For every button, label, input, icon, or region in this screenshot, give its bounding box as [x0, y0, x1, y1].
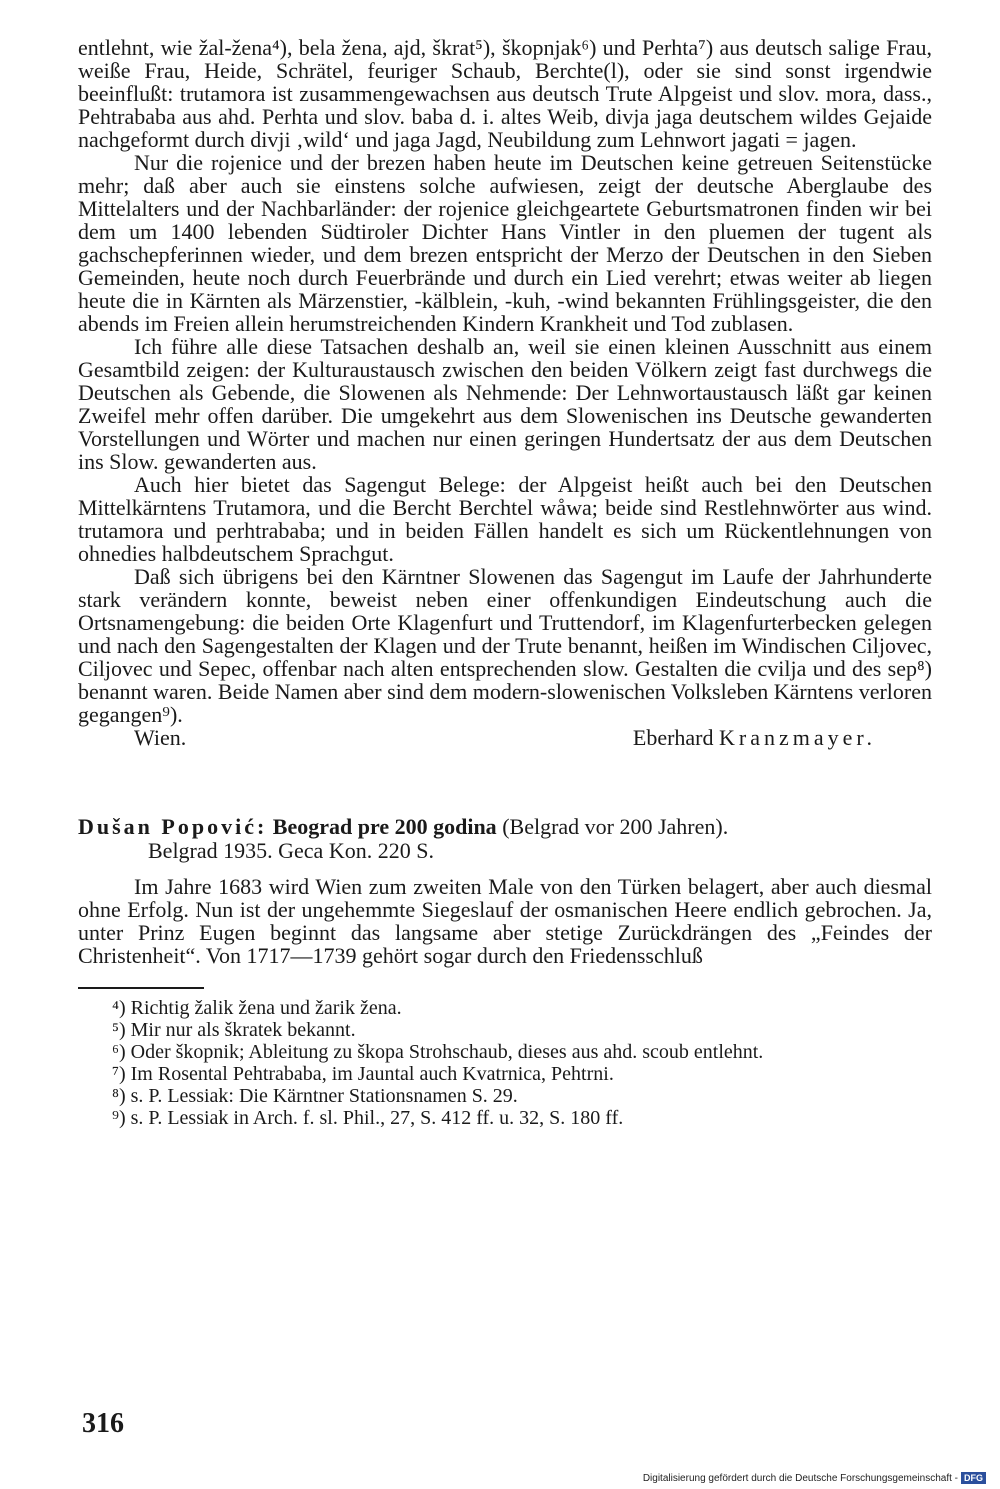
footnote-7: ⁷) Im Rosental Pehtrababa, im Jauntal auch Kvatrnica, Pehtrni. [112, 1063, 614, 1085]
footnote-8: ⁸) s. P. Lessiak: Die Kärntner Stationsnamen S. 29. [112, 1085, 518, 1107]
review-heading [78, 815, 932, 863]
digitization-footer [643, 1472, 986, 1484]
review-title-translation: (Belgrad vor 200 Jahren). [502, 814, 729, 839]
signature-author [633, 726, 876, 749]
signature-last-name: Kranzmayer. [719, 725, 876, 750]
paragraph-4: Auch hier bietet das Sagengut Belege: der Alpgeist heißt auch bei den Deutschen Mittelkärntens Trutamora, und die Bercht Berchtel wåwa; beide sind Restlehnwörter aus wind. trutamora und perhtrababa; und in beiden Fällen handelt es sich um Rückentlehnungen von ohnedies halbdeutschem Sprachgut. [78, 472, 932, 566]
page-number: 316 [82, 1408, 124, 1439]
footnote-5: ⁵) Mir nur als škratek bekannt. [112, 1019, 356, 1041]
footnote-rule [78, 987, 204, 989]
footnote-4: ⁴) Richtig žalik žena und žarik žena. [112, 997, 402, 1019]
footnotes [78, 997, 932, 1129]
signature-place: Wien. [134, 725, 187, 750]
paragraph-3: Ich führe alle diese Tatsachen deshalb an, weil sie einen kleinen Ausschnitt aus einem Gesamtbild zeigen: der Kulturaustausch zwischen den beiden Völkern zeigt fast durchwegs die Deutschen als Gebende, die Slowenen als Nehmende: Der Lehnwortaustausch läßt gar keinen Zweifel mehr offen darüber. Die umgekehrt aus dem Slowenischen ins Deutsche gewanderten Vorstellungen und Wörter und machen nur einen geringen Hundertsatz der aus dem Deutschen ins Slow. gewanderten aus. [78, 334, 932, 474]
review-book-title: Beograd pre 200 godina [272, 814, 497, 839]
dfg-logo: DFG [961, 1472, 986, 1484]
paragraph-2: Nur die rojenice und der brezen haben heute im Deutschen keine getreuen Seitenstücke mehr; daß aber auch sie einstens solche aufwiesen, zeigt der deutsche Aberglaube des Mittelalters und der Nachbarländer: der rojenice gleichgeartete Geburtsmatronen finden wir bei dem um 1400 lebenden Südtiroler Dichter Hans Vintler in den pluemen der tugent als gachschepferinnen wieder, und dem brezen entspricht der Merzo der Deutschen in den Sieben Gemeinden, heute noch durch Feuerbrände und durch ein Lied verehrt; etwas weiter ab liegen heute die in Kärnten als Märzenstier, -kälblein, -kuh, -wind bekannten Frühlingsgeister, die den abends im Freien allein herumstreichenden Kindern Krankheit und Tod zublasen. [78, 150, 932, 336]
document-page [78, 36, 932, 1129]
paragraph-1: entlehnt, wie žal-žena⁴), bela žena, ajd, škrat⁵), škopnjak⁶) und Perhta⁷) aus deutsch salige Frau, weiße Frau, Heide, Schrätel, feuriger Schaub, Berchte(l), oder sie sind sonst irgendwie beeinflußt: trutamora ist zusammengewachsen aus deutsch Trute Alpgeist und slov. mora, dass., Pehtrababa aus ahd. Perhta und slov. baba d. i. altes Weib, divja jaga deutschem wildes Gejaide nachgeformt durch divji ‚wild‘ und jaga Jagd, Neubildung zum Lehnwort jagati = jagen. [78, 35, 932, 152]
paragraph-5: Daß sich übrigens bei den Kärntner Slowenen das Sagengut im Laufe der Jahrhunderte stark verändern konnte, beweist neben einer offenkundigen Eindeutschung auch die Ortsnamengebung: die beiden Orte Klagenfurt und Truttendorf, im Klagenfurterbecken gelegen und nach den Sagengestalten der Klagen und der Trute benannt, heißen im Windischen Ciljovec, Ciljovec und Sepec, offenbar nach alten entsprechenden slow. Gestalten die cvilja und des sep⁸) benannt waren. Beide Namen aber sind dem modern-slowenischen Volksleben Kärntens verloren gegangen⁹). [78, 564, 932, 727]
review-author: Dušan Popović: [78, 814, 268, 839]
footnote-6: ⁶) Oder škopnik; Ableitung zu škopa Strohschaub, dieses aus ahd. scoub entlehnt. [112, 1041, 764, 1063]
article-signature [78, 726, 932, 749]
footer-text: Digitalisierung gefördert durch die Deutsche Forschungsgemeinschaft - [642, 1472, 958, 1484]
review-publication: Belgrad 1935. Geca Kon. 220 S. [148, 838, 434, 863]
review-text: Im Jahre 1683 wird Wien zum zweiten Male von den Türken belagert, aber auch diesmal ohne Erfolg. Nun ist der ungehemmte Siegeslauf der osmanischen Heere endlich gebrochen. Ja, unter Prinz Eugen beginnt das langsame aber stetige Zurückdrängen des „Feindes der Christenheit“. Von 1717—1739 gehört sogar durch den Friedensschluß [78, 874, 932, 968]
footnote-9: ⁹) s. P. Lessiak in Arch. f. sl. Phil., 27, S. 412 ff. u. 32, S. 180 ff. [112, 1107, 624, 1129]
signature-first-name: Eberhard [632, 725, 714, 750]
